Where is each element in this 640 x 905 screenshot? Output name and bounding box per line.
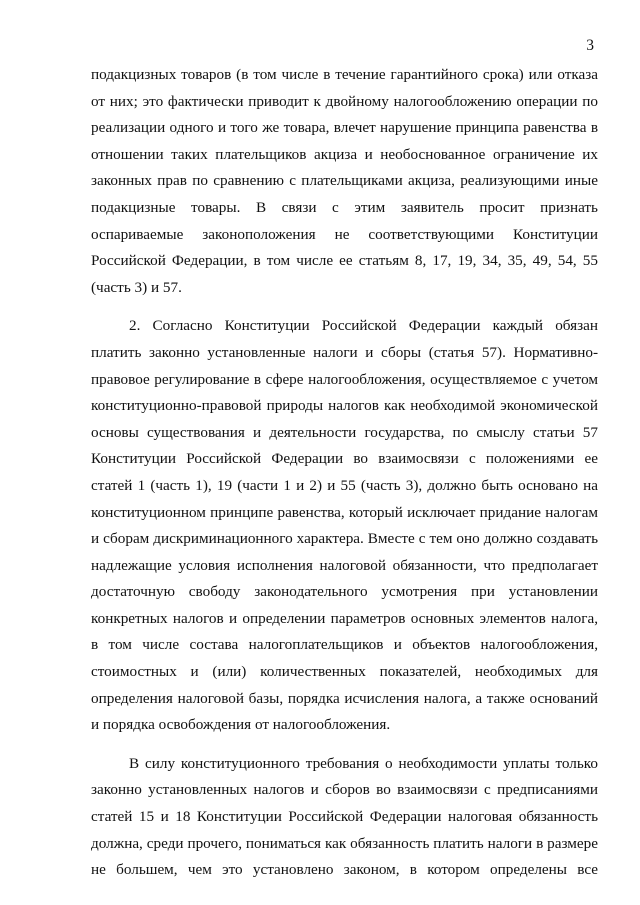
paragraph-3: В силу конституционного требования о необходимости уплаты только законно установленных налогов и сборов во взаимосвязи с предписаниями статей 15 и 18 Конституции Российской Федерации налоговая обязанность должна, среди прочего, пониматься как обязанность платить налоги в размере не большем, чем это установлено законом, в котором определены все	[91, 754, 598, 879]
paragraph-2: 2. Согласно Конституции Российской Федерации каждый обязан платить законно установленные налоги и сборы (статья 57). Нормативно-правовое регулирование в сфере налогообложения, осуществляемое с учетом конституционно-правовой природы налогов как необходимой экономической основы существования и деятельности государства, по смыслу статьи 57 Конституции Российской Федерации во взаимосвязи с положениями ее статей 1 (часть 1), 19 (части 1 и 2) и 55 (часть 3), должно быть основано на конституционном принципе равенства, который исключает придание налогам и сборам дискриминационного характера. Вместе с тем оно должно создавать надлежащие условия исполнения налоговой обязанности, что предполагает достаточную свободу законодательного усмотрения при установлении конкретных налогов и определении параметров основных элементов налога, в том числе состава налогоплательщиков и объектов налогообложения, стоимостных и (или) количественных показателей, необходимых для определения налоговой базы, порядка исчисления налога, а также оснований и порядка освобождения от налогообложения.	[91, 317, 598, 734]
page-number: 3	[586, 37, 594, 54]
paragraph-continuation: подакцизных товаров (в том числе в течение гарантийного срока) или отказа от них; это фактически приводит к двойному налогообложению операции по реализации одного и того же товара, влечет нарушение принципа равенства в отношении таких плательщиков акциза и необоснованное ограничение их законных прав по сравнению с плательщиками акциза, реализующими иные подакцизные товары. В связи с этим заявитель просит признать оспариваемые законоположения не соответствующими Конституции Российской Федерации, в том числе ее статьям 8, 17, 19, 34, 35, 49, 54, 55 (часть 3) и 57.	[91, 66, 598, 296]
document-body	[91, 62, 598, 884]
